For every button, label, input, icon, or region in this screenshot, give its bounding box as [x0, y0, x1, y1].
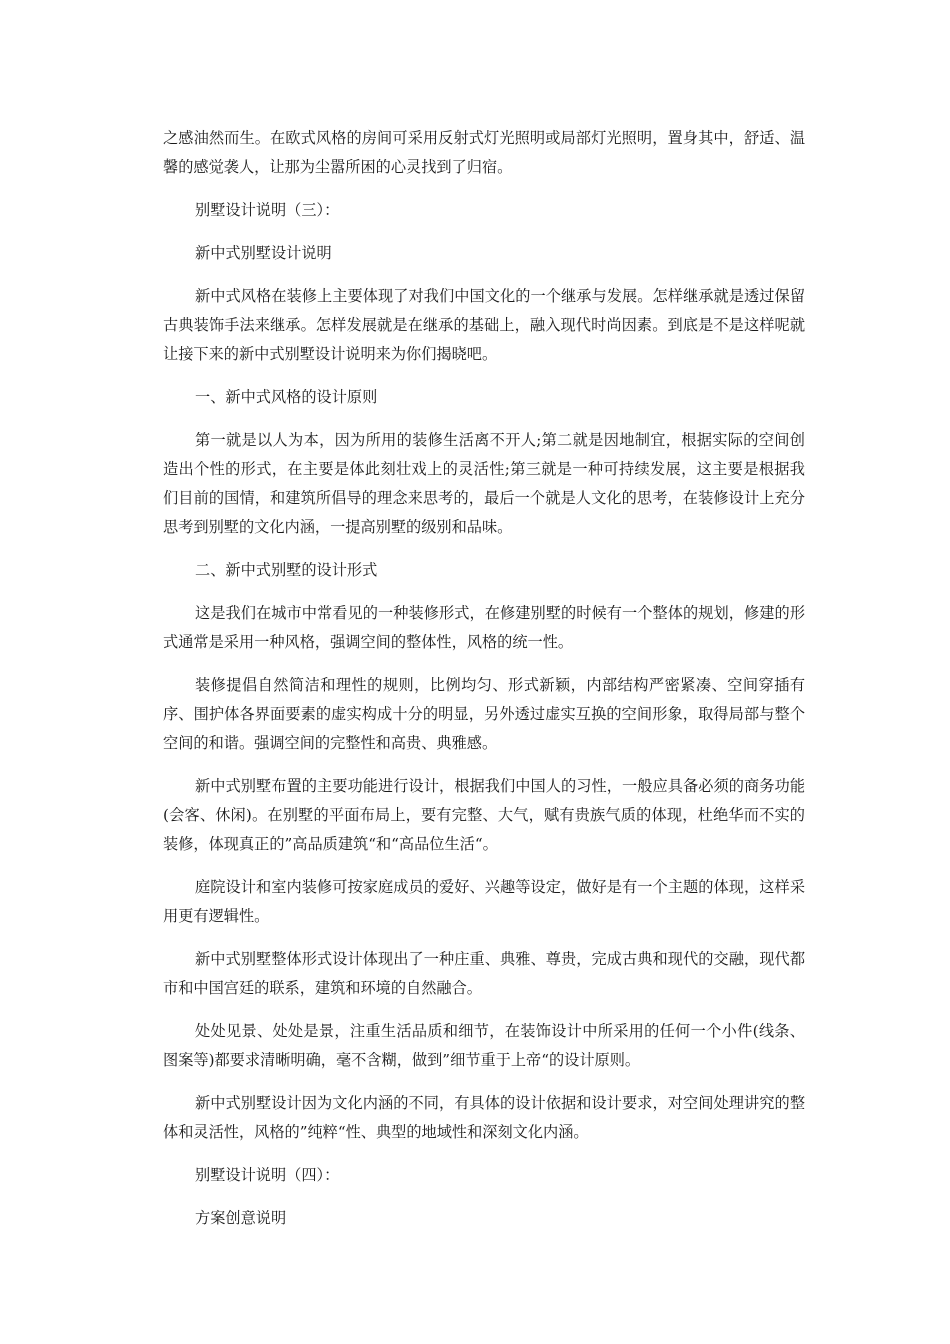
paragraph-overall-form: 新中式别墅整体形式设计体现出了一种庄重、典雅、尊贵，完成古典和现代的交融，现代都市和中国宫廷的联系，建筑和环境的自然融合。	[163, 950, 805, 997]
heading-design-forms: 二、新中式别墅的设计形式	[195, 561, 378, 579]
paragraph-details: 处处见景、处处是景，注重生活品质和细节，在装饰设计中所采用的任何一个小件(线条、图案等)都要求清晰明确，毫不含糊，做到”细节重于上帝“的设计原则。	[163, 1022, 805, 1069]
paragraph-new-chinese-overview: 新中式风格在装修上主要体现了对我们中国文化的一个继承与发展。怎样继承就是透过保留古典装饰手法来继承。怎样发展就是在继承的基础上，融入现代时尚因素。到底是不是这样呢就让接下来的新中式别墅设计说明来为你们揭晓吧。	[163, 287, 805, 363]
paragraph-cultural-connotation: 新中式别墅设计因为文化内涵的不同，有具体的设计依据和设计要求，对空间处理讲究的整体和灵活性，风格的”纯粹“性、典型的地域性和深刻文化内涵。	[163, 1094, 805, 1141]
heading-design-principles: 一、新中式风格的设计原则	[195, 388, 378, 406]
section-subtitle-scheme: 方案创意说明	[195, 1209, 287, 1227]
paragraph-design-principles: 第一就是以人为本，因为所用的装修生活离不开人;第二就是因地制宜，根据实际的空间创造出个性的形式，在主要是体此刻壮戏上的灵活性;第三就是一种可持续发展，这主要是根据我们目前的国情，和建筑所倡导的理念来思考的，最后一个就是人文化的思考，在装修设计上充分思考到别墅的文化内涵，一提高别墅的级别和品味。	[163, 431, 805, 536]
document-page	[163, 124, 805, 1247]
paragraph-function-layout: 新中式别墅布置的主要功能进行设计，根据我们中国人的习性，一般应具备必须的商务功能(会客、休闲)。在别墅的平面布局上，要有完整、大气，赋有贵族气质的体现，杜绝华而不实的装修，体现真正的”高品质建筑“和“高品位生活“。	[163, 777, 805, 853]
paragraph-decoration-rules: 装修提倡自然简洁和理性的规则，比例均匀、形式新颖，内部结构严密紧凑、空间穿插有序、围护体各界面要素的虚实构成十分的明显，另外透过虚实互换的空间形象，取得局部与整个空间的和谐。强调空间的完整性和高贵、典雅感。	[163, 676, 805, 752]
paragraph-courtyard: 庭院设计和室内装修可按家庭成员的爱好、兴趣等设定，做好是有一个主题的体现，这样采用更有逻辑性。	[163, 878, 805, 925]
paragraph-design-forms: 这是我们在城市中常看见的一种装修形式，在修建别墅的时候有一个整体的规划，修建的形式通常是采用一种风格，强调空间的整体性，风格的统一性。	[163, 604, 805, 651]
paragraph-intro-continued: 之感油然而生。在欧式风格的房间可采用反射式灯光照明或局部灯光照明，置身其中，舒适、温馨的感觉袭人，让那为尘嚣所困的心灵找到了归宿。	[163, 129, 805, 176]
section-heading-villa-4: 别墅设计说明（四）：	[195, 1166, 340, 1184]
section-heading-villa-3: 别墅设计说明（三）：	[195, 201, 340, 219]
section-subtitle-new-chinese: 新中式别墅设计说明	[195, 244, 332, 262]
